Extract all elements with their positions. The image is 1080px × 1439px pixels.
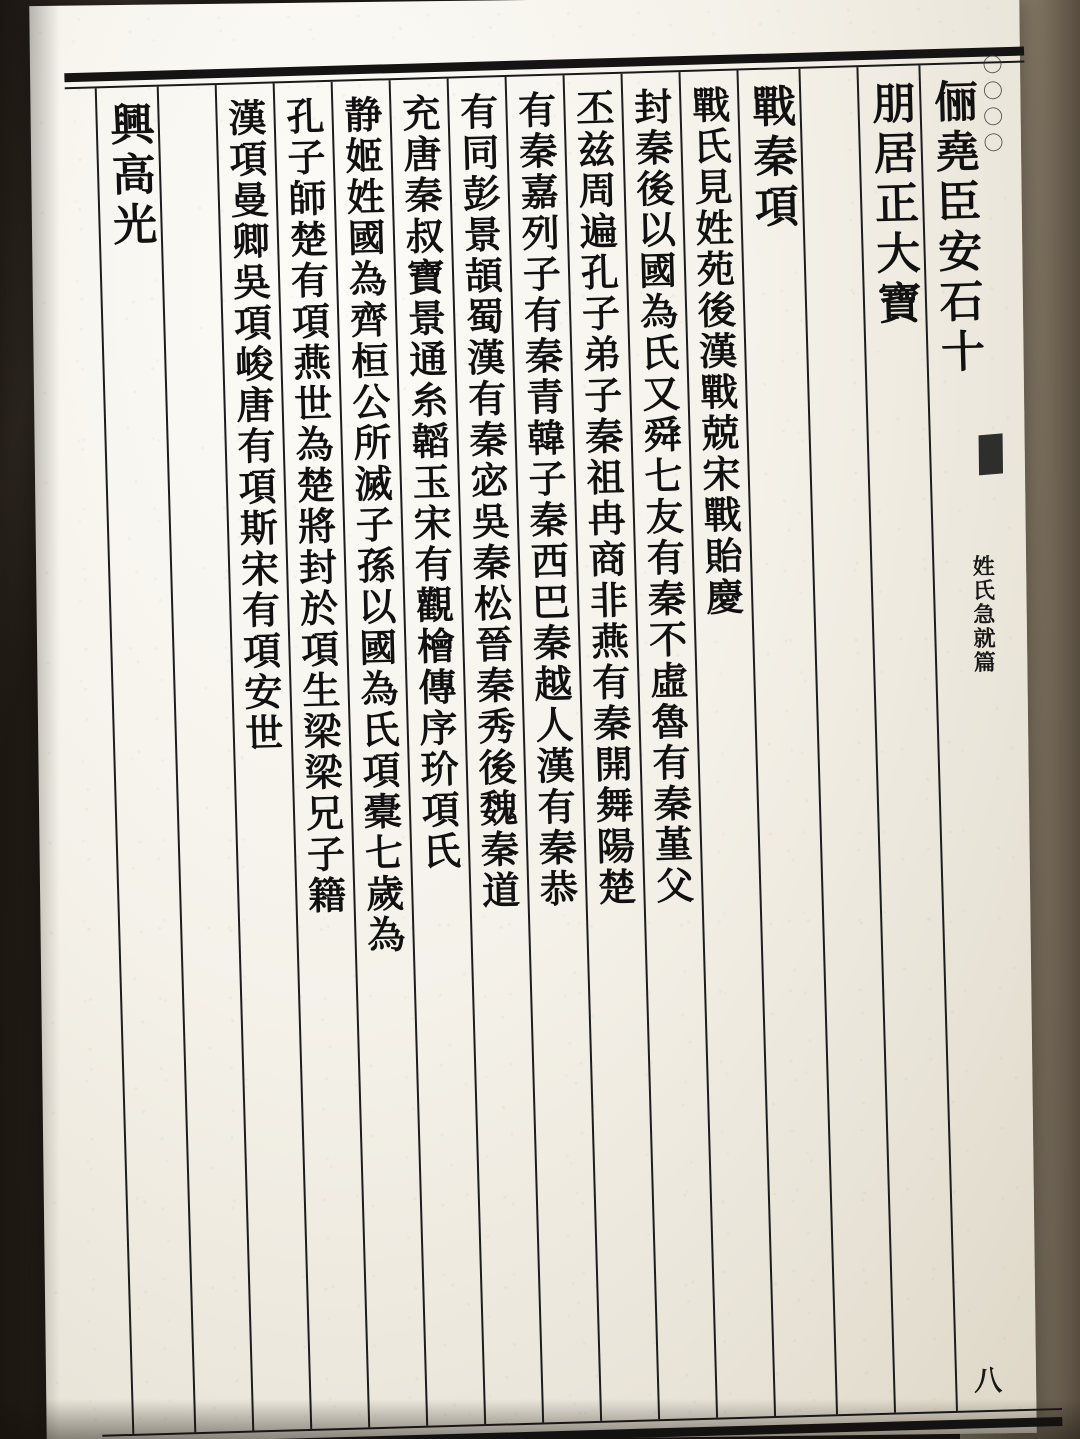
page-number: 八 — [969, 1365, 1004, 1394]
spine-ink-block — [979, 433, 1003, 475]
column-header-2: 朋居正大寶 — [856, 65, 956, 1412]
column-body-6: 充唐秦叔寶景通糸韜玉宋有觀檜傳序玠項氏 — [389, 79, 485, 1426]
column-body-1: 戰氏見姓苑後漢戰兢宋戰貽慶 — [678, 71, 774, 1418]
column-body-8: 孔子師楚有項燕世為楚將封於項生梁梁兄子籍 — [273, 82, 369, 1429]
printed-frame — [64, 46, 1062, 1439]
paper-sheet — [29, 0, 1037, 1439]
column-header-1: 俪堯臣安石十 — [918, 64, 1018, 1411]
spine-marks: 〇〇〇〇 — [978, 54, 1005, 159]
column-body-4: 有秦嘉列子有秦青韓子秦西巴秦越人漢有秦恭 — [505, 75, 601, 1422]
column-body-2: 封秦後以國為氏又舜七友有秦不虛魯有秦堇父 — [621, 72, 717, 1419]
column-title-large: 興高光 — [95, 87, 195, 1434]
text-columns — [65, 62, 1062, 1434]
column-body-5: 有同彭景頡蜀漢有秦宓吳秦松晉秦秀後魏秦道 — [447, 77, 543, 1424]
column-body-7: 静姬姓國為齊桓公所滅子孫以國為氏項橐七歲為 — [331, 80, 427, 1427]
side-annotation: 姓氏急就篇 — [969, 554, 997, 675]
column-body-3: 丕兹周遍孔子弟子秦祖冉商非燕有秦開舞陽楚 — [563, 74, 659, 1421]
column-section-title: 戰秦項 — [736, 69, 836, 1416]
column-body-9: 漢項曼卿吳項峻唐有項斯宋有項安世 — [215, 83, 311, 1430]
